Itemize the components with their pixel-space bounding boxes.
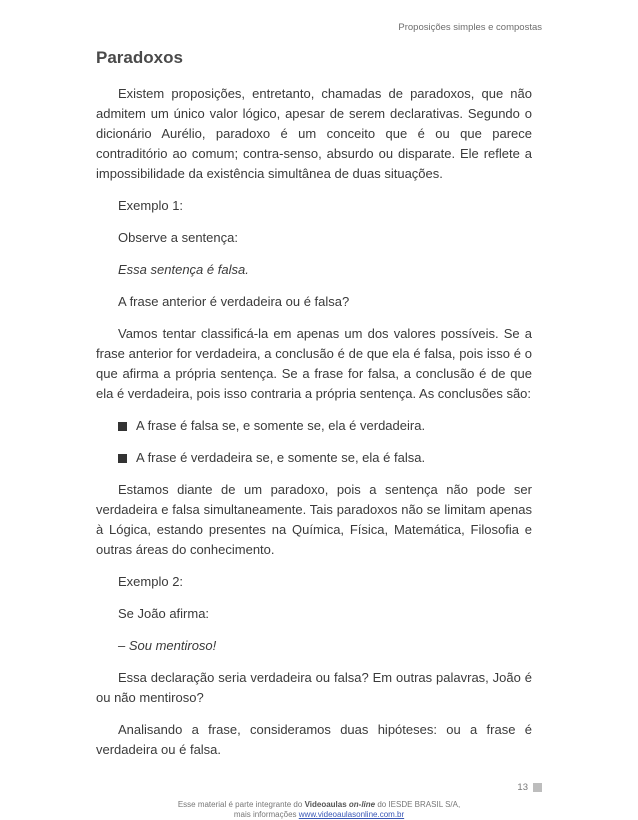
paragraph-question-2: Essa declaração seria verdadeira ou falsa? Em outras palavras, João é ou não mentiroso? (96, 670, 532, 705)
footer (0, 800, 638, 820)
running-header: Proposições simples e compostas (398, 22, 542, 33)
question-text: A frase anterior é verdadeira ou é falsa? (118, 294, 350, 309)
page-number-text: 13 (517, 782, 528, 793)
joao-quote: – Sou mentiroso! (118, 638, 217, 653)
list-item (118, 416, 532, 436)
paradox-sentence: Essa sentença é falsa. (118, 262, 249, 277)
bullet-text: A frase é falsa se, e somente se, ela é verdadeira. (136, 418, 426, 433)
joao-text: Se João afirma: (118, 606, 210, 621)
paragraph-intro: Existem proposições, entretanto, chamadas de paradoxos, que não admitem um único valor lógico, apesar de serem declarativas. Segundo o dicionário Aurélio, paradoxo é um conceito que é ou que parece contraditório ao comum; contra-senso, absurdo ou disparate. Ele reflete a impossibilidade da existência simultânea de duas situações. (96, 86, 532, 181)
bullet-text: A frase é verdadeira se, e somente se, ela é falsa. (136, 450, 426, 465)
footer-text: do IESDE BRASIL S/A, (375, 800, 461, 809)
square-bullet-icon (118, 454, 127, 463)
footer-text: mais informações (233, 810, 299, 819)
paragraph-classify: Vamos tentar classificá-la em apenas um dos valores possíveis. Se a frase anterior for verdadeira, a conclusão é de que ela é falsa, pois isso é o que afirma a própria sentença. Se a frase for falsa, a conclusão é de que ela é verdadeira, pois isso contraria a própria sentença. As conclusões são: (96, 326, 532, 401)
footer-online: on-line (348, 800, 376, 809)
section-title: Paradoxos (96, 48, 183, 67)
footer-line-2 (0, 810, 638, 820)
footer-link[interactable]: www.videoaulasonline.com.br (298, 810, 405, 819)
square-bullet-icon (118, 422, 127, 431)
page-content (96, 48, 532, 772)
example-2-label: Exemplo 2: (118, 574, 184, 589)
list-item (118, 448, 532, 468)
footer-line-1 (0, 800, 638, 810)
footer-text: Esse material é parte integrante do (177, 800, 305, 809)
observe-text: Observe a sentença: (118, 230, 238, 245)
example-1-label: Exemplo 1: (118, 198, 184, 213)
page-marker-icon (533, 783, 542, 792)
footer-brand: Videoaulas (304, 800, 347, 809)
paragraph-paradox: Estamos diante de um paradoxo, pois a sentença não pode ser verdadeira e falsa simultaneamente. Tais paradoxos não se limitam apenas à Lógica, estando presentes na Química, Física, Matemática, Filosofia e outras áreas do conhecimento. (96, 482, 532, 557)
paragraph-hypotheses: Analisando a frase, consideramos duas hipóteses: ou a frase é verdadeira ou é falsa. (96, 722, 532, 757)
page-number (517, 782, 542, 793)
